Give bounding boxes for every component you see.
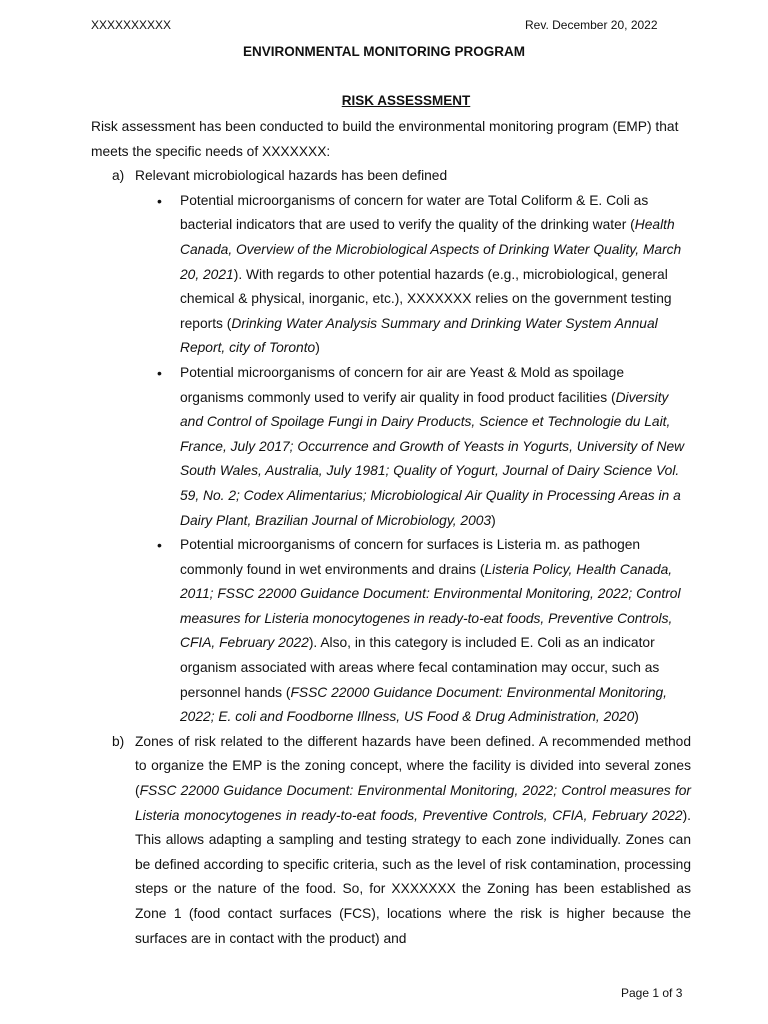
citation: Listeria Policy, Health Canada, 2011; FSSC 22000 Guidance Document: Environmental Monitoring, 2022; Control measures for Listeria monocytogenes in ready-to-eat foods, Preventive Controls, CFIA, February 2022 — [180, 561, 681, 651]
list-marker: b) — [112, 733, 125, 749]
header-revision-date: Rev. December 20, 2022 — [525, 18, 658, 32]
list-marker: a) — [112, 168, 125, 184]
section-heading: RISK ASSESSMENT — [341, 93, 471, 108]
citation: Drinking Water Analysis Summary and Drinking Water System Annual Report, city of Toronto — [180, 315, 658, 356]
citation: FSSC 22000 Guidance Document: Environmental Monitoring, 2022; Control measures for Listeria monocytogenes in ready-to-eat foods, Preventive Controls, CFIA, February 2022 — [135, 783, 691, 823]
bullet-text — [180, 193, 681, 356]
citation: FSSC 22000 Guidance Document: Environmental Monitoring, 2022; E. coli and Foodborne Illness, US Food & Drug Administration, 2020 — [180, 684, 667, 725]
list-item-text: Relevant microbiological hazards has been defined — [135, 168, 448, 184]
list-item-text — [135, 734, 691, 946]
bullet-item-water — [91, 189, 691, 361]
document-title: ENVIRONMENTAL MONITORING PROGRAM — [242, 44, 525, 59]
citation: Diversity and Control of Spoilage Fungi in Dairy Products, Science et Technologie du Lait, France, July 2017; Occurrence and Growth of Yeasts in Yogurts, University of New South Wales, Australia, July 1981; Quality of Yogurt, Journal of Dairy Science Vol. 59, No. 2; Codex Alimentarius; Microbiological Air Quality in Processing Areas in a Dairy Plant, Brazilian Journal of Microbiology, 2003 — [180, 389, 685, 528]
list-item-b — [91, 730, 691, 951]
text-segment: ). With regards to other potential hazards (e.g., microbiological, general chemical & physical, inorganic, etc.), XXXXXXX relies on the government testing reports ( — [180, 266, 672, 331]
list-item-a — [91, 164, 691, 189]
citation: Health Canada, Overview of the Microbiological Aspects of Drinking Water Quality, March 20, 2021 — [180, 217, 682, 282]
intro-paragraph: Risk assessment has been conducted to build the environmental monitoring program (EMP) that meets the specific needs of XXXXXXX: — [91, 119, 679, 159]
bullet-text — [180, 365, 684, 528]
bullet-text — [180, 537, 681, 724]
text-segment: Potential microorganisms of concern for water are Total Coliform & E. Coli as bacterial indicators that are used to verify the quality of the drinking water ( — [180, 192, 649, 233]
bullet-item-surfaces — [91, 533, 691, 730]
header-document-id: XXXXXXXXXX — [91, 18, 172, 32]
text-segment: ) — [634, 709, 639, 725]
text-segment: Potential microorganisms of concern for air are Yeast & Mold as spoilage organisms commonly used to verify air quality in food product facilities ( — [180, 364, 625, 405]
text-segment: Zones of risk related to the different hazards have been defined. A recommended method to organize the EMP is the zoning concept, where the facility is divided into several zones ( — [135, 733, 691, 799]
bullet-icon: • — [157, 364, 162, 381]
document-body — [91, 115, 691, 951]
text-segment: ) — [315, 340, 320, 356]
bullet-item-air — [91, 361, 691, 533]
bullet-icon: • — [157, 537, 162, 554]
text-segment: ). This allows adapting a sampling and testing strategy to each zone individually. Zones can be defined according to specific criteria, such as the level of risk contamination, processing steps or the nature of the food. So, for XXXXXXX the Zoning has been established as Zone 1 (food contact surfaces (FCS), locations where the risk is higher because the surfaces are in contact with the product) and — [135, 807, 691, 946]
text-segment: Potential microorganisms of concern for surfaces is Listeria m. as pathogen commonly found in wet environments and drains ( — [180, 537, 641, 577]
page-number: Page 1 of 3 — [621, 986, 683, 1000]
text-segment: ) — [491, 512, 496, 528]
text-segment: ). Also, in this category is included E. Coli as an indicator organism associated with areas where fecal contamination may occur, such as personnel hands ( — [180, 635, 660, 700]
bullet-icon: • — [157, 192, 162, 209]
